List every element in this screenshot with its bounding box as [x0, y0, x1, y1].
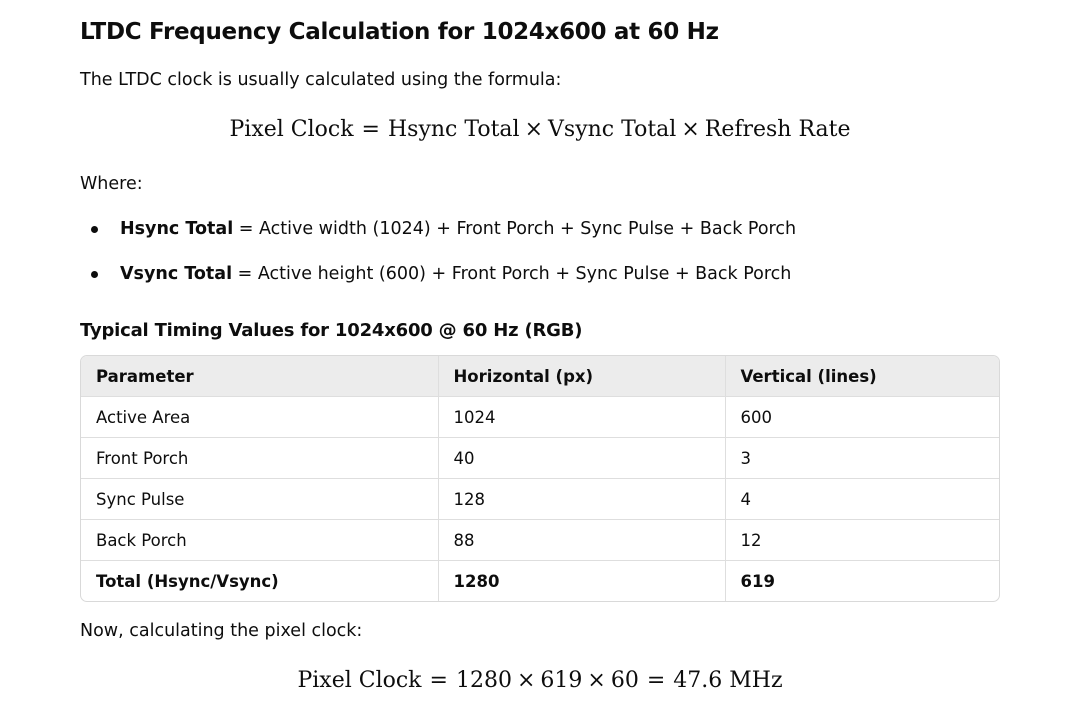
table-header-row: [81, 356, 999, 397]
times-sign: ×: [587, 668, 606, 693]
table-total-row: [81, 561, 999, 602]
times-sign: ×: [516, 668, 536, 693]
table-row: [81, 397, 999, 438]
column-header: Horizontal (px): [438, 356, 725, 397]
table-cell: Front Porch: [81, 438, 438, 479]
pixel-clock-result-formula: [80, 666, 1000, 696]
table-cell: 88: [438, 520, 725, 561]
table-cell: 12: [725, 520, 999, 561]
table-cell: Active Area: [81, 397, 438, 438]
table-cell: Back Porch: [81, 520, 438, 561]
table-cell: 3: [725, 438, 999, 479]
table-cell: 40: [438, 438, 725, 479]
formula-lhs: Pixel Clock: [297, 668, 422, 693]
pixel-clock-formula: [80, 115, 1000, 145]
table-cell: 619: [740, 571, 775, 591]
table-row: [81, 520, 999, 561]
table-heading: Typical Timing Values for 1024x600 @ 60 Hz (RGB): [80, 320, 583, 341]
definition-term: Hsync Total: [120, 219, 234, 239]
definition-text: = Active width (1024) + Front Porch + Sync Pulse + Back Porch: [233, 219, 797, 239]
timing-table-container: [80, 355, 1000, 602]
table-cell: 4: [725, 479, 999, 520]
definition-term: Vsync Total: [120, 264, 233, 284]
table-cell: 1280: [438, 561, 725, 602]
formula-lhs: Pixel Clock: [229, 117, 354, 142]
bullet-icon: [91, 226, 98, 233]
column-header: Parameter: [81, 356, 438, 397]
times-sign: ×: [524, 117, 544, 142]
timing-table: [81, 356, 999, 601]
table-cell: 600: [725, 397, 999, 438]
formula-value-refresh: 60: [610, 668, 639, 693]
definition-text: = Active height (600) + Front Porch + Sync Pulse + Back Porch: [232, 264, 792, 284]
formula-value-htotal: 1280: [455, 668, 512, 693]
calc-intro-text: Now, calculating the pixel clock:: [80, 621, 363, 641]
equals-sign: =: [361, 117, 380, 142]
where-label: Where:: [80, 174, 143, 194]
table-cell: 1024: [438, 397, 725, 438]
table-cell: Total (Hsync/Vsync): [81, 561, 438, 602]
formula-term-refresh: Refresh Rate: [704, 117, 851, 142]
formula-result: 47.6 MHz: [673, 668, 783, 693]
formula-term-hsync: Hsync Total: [387, 117, 520, 142]
formula-term-vsync: Vsync Total: [548, 117, 677, 142]
list-item: [80, 262, 796, 286]
list-item: [80, 217, 796, 241]
equals-sign: =: [646, 668, 666, 693]
page-title: LTDC Frequency Calculation for 1024x600 at 60 Hz: [80, 19, 719, 45]
table-cell: 128: [438, 479, 725, 520]
bullet-icon: [91, 271, 98, 278]
table-row: [81, 479, 999, 520]
formula-value-vtotal: 619: [540, 668, 583, 693]
table-row: [81, 438, 999, 479]
equals-sign: =: [429, 668, 448, 693]
definitions-list: [80, 217, 796, 286]
table-cell: Sync Pulse: [81, 479, 438, 520]
times-sign: ×: [681, 117, 700, 142]
column-header: Vertical (lines): [725, 356, 999, 397]
intro-text: The LTDC clock is usually calculated using the formula:: [80, 70, 562, 90]
